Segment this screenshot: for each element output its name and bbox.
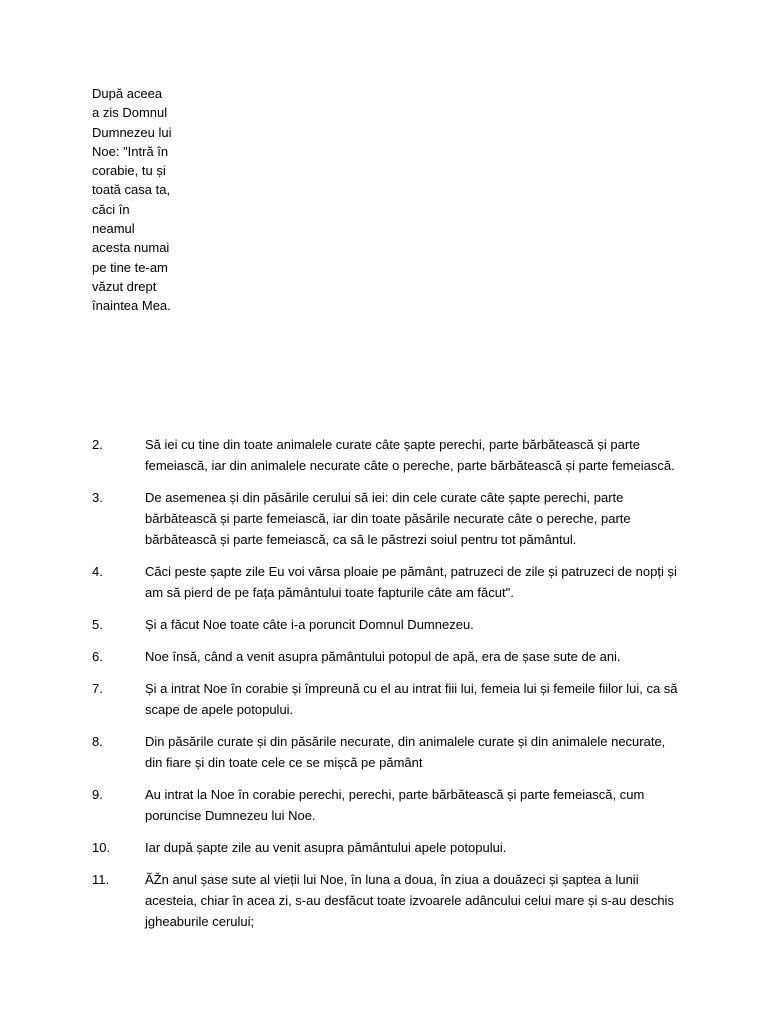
verse-text: Căci peste șapte zile Eu voi vărsa ploaie pe pământ, patruzeci de zile și patruzeci de nopți și am să pierd de pe fața pământului toate fapturile câte am făcut". — [145, 564, 677, 600]
verse-item — [92, 837, 682, 858]
verse-number: 3. — [92, 490, 103, 505]
verse-number: 5. — [92, 617, 103, 632]
verse-text: Și a intrat Noe în corabie și împreună cu el au intrat fiii lui, femeia lui și femeile fiilor lui, ca să scape de apele potopului. — [145, 681, 678, 717]
verse-item — [92, 869, 682, 932]
verse-text: Și a făcut Noe toate câte i-a poruncit Domnul Dumnezeu. — [145, 617, 474, 632]
verse-item — [92, 784, 682, 826]
verse-number: 7. — [92, 681, 103, 696]
intro-paragraph: După aceea a zis Domnul Dumnezeu lui Noe: "Intră în corabie, tu și toată casa ta, căci în neamul acesta numai pe tine te-am văzut drept înaintea Mea. — [92, 86, 172, 314]
verse-list — [92, 434, 682, 943]
verse-text: Să iei cu tine din toate animalele curate câte șapte perechi, parte bărbătească și parte femeiască, iar din animalele necurate câte o pereche, parte bărbătească și parte femeiască. — [145, 437, 675, 473]
verse-number: 10. — [92, 840, 111, 855]
verse-text: Noe însă, când a venit asupra pământului potopul de apă, era de șase sute de ani. — [145, 649, 621, 664]
verse-item — [92, 434, 682, 476]
verse-text: Iar după șapte zile au venit asupra pământului apele potopului. — [145, 840, 507, 855]
verse-number: 4. — [92, 564, 103, 579]
verse-number: 6. — [92, 649, 103, 664]
verse-item — [92, 646, 682, 667]
verse-number: 2. — [92, 437, 103, 452]
verse-text: Din păsările curate și din păsările necurate, din animalele curate și din animalele necurate, din fiare și din toate cele ce se mișcă pe pământ — [145, 734, 666, 770]
verse-number: 11. — [92, 872, 110, 887]
verse-item — [92, 561, 682, 603]
verse-item — [92, 487, 682, 550]
verse-text: ÃŽn anul șase sute al vieții lui Noe, în luna a doua, în ziua a douăzeci și șaptea a lunii acesteia, chiar în acea zi, s-au desfăcut toate izvoarele adâncului celui mare și s-au deschis jgheaburile cerului; — [145, 872, 674, 929]
verse-number: 9. — [92, 787, 103, 802]
verse-text: De asemenea și din păsările cerului să iei: din cele curate câte șapte perechi, parte bărbătească și parte femeiască, iar din toate păsările necurate câte o pereche, parte bărbătească și parte femeiască, ca să le păstrezi soiul pentru tot pământul. — [145, 490, 631, 547]
verse-number: 8. — [92, 734, 103, 749]
verse-item — [92, 614, 682, 635]
verse-item — [92, 678, 682, 720]
verse-text: Au intrat la Noe în corabie perechi, perechi, parte bărbătească și parte femeiască, cum poruncise Dumnezeu lui Noe. — [145, 787, 645, 823]
verse-item — [92, 731, 682, 773]
